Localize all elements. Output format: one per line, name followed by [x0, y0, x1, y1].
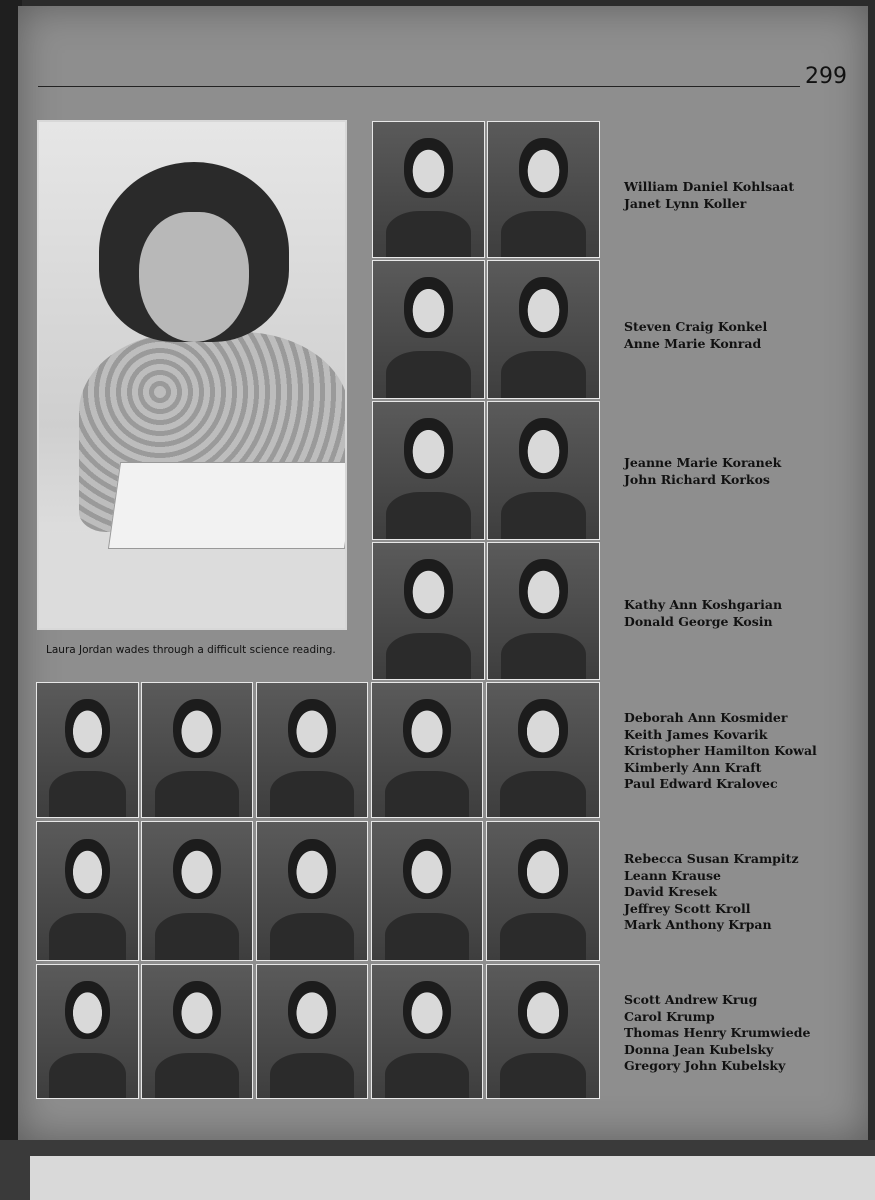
student-name: Rebecca Susan Krampitz: [624, 851, 799, 866]
portrait-photo: [141, 964, 253, 1099]
student-name: Donna Jean Kubelsky: [624, 1041, 774, 1057]
page-number: 299: [805, 64, 847, 89]
student-name: Steven Craig Konkel: [624, 319, 768, 334]
portrait-photo: [36, 821, 139, 961]
portrait-photo: [487, 542, 600, 680]
student-name: David Kresek: [624, 884, 718, 899]
student-name: Janet Lynn Koller: [624, 195, 747, 211]
bottom-strip: [30, 1156, 875, 1200]
student-name: Jeffrey Scott Kroll: [624, 900, 751, 916]
student-name: Keith James Kovarik: [624, 726, 768, 742]
portrait-photo: [372, 542, 485, 680]
student-name: Scott Andrew Krug: [624, 992, 758, 1007]
name-list: [624, 597, 782, 630]
student-name: William Daniel Kohlsaat: [624, 179, 795, 194]
portrait-photo: [256, 964, 368, 1099]
portrait-photo: [371, 682, 483, 818]
portrait-photo: [487, 121, 600, 258]
portrait-photo: [486, 964, 600, 1099]
student-name: Thomas Henry Krumwiede: [624, 1025, 811, 1040]
student-name: Gregory John Kubelsky: [624, 1058, 786, 1073]
name-list: [624, 992, 810, 1075]
portrait-photo: [372, 260, 485, 399]
portrait-photo: [256, 682, 368, 818]
portrait-photo: [256, 821, 368, 961]
student-name: Donald George Kosin: [624, 613, 773, 629]
student-name: Deborah Ann Kosmider: [624, 710, 788, 725]
student-name: Paul Edward Kralovec: [624, 776, 778, 791]
student-name: Carol Krump: [624, 1008, 715, 1024]
name-list: [624, 455, 781, 488]
student-name: Kimberly Ann Kraft: [624, 759, 762, 775]
portrait-photo: [486, 682, 600, 818]
portrait-photo: [372, 401, 485, 540]
header-rule: [38, 86, 800, 87]
portrait-photo: [487, 401, 600, 540]
portrait-photo: [486, 821, 600, 961]
portrait-photo: [372, 121, 485, 258]
student-name: Mark Anthony Krpan: [624, 917, 772, 932]
student-name: John Richard Korkos: [624, 471, 770, 487]
portrait-photo: [371, 821, 483, 961]
student-name: Leann Krause: [624, 867, 721, 883]
name-list: [624, 710, 817, 793]
feature-photo: [37, 120, 347, 630]
portrait-photo: [36, 682, 139, 818]
student-name: Kristopher Hamilton Kowal: [624, 743, 817, 758]
student-name: Anne Marie Konrad: [624, 335, 762, 351]
name-list: [624, 851, 799, 934]
portrait-photo: [36, 964, 139, 1099]
name-list: [624, 319, 767, 352]
student-name: Jeanne Marie Koranek: [624, 455, 782, 470]
portrait-photo: [141, 682, 253, 818]
student-name: Kathy Ann Koshgarian: [624, 597, 783, 612]
portrait-photo: [487, 260, 600, 399]
portrait-photo: [141, 821, 253, 961]
portrait-photo: [371, 964, 483, 1099]
name-list: [624, 179, 794, 212]
feature-caption: Laura Jordan wades through a difficult science reading.: [46, 644, 336, 656]
